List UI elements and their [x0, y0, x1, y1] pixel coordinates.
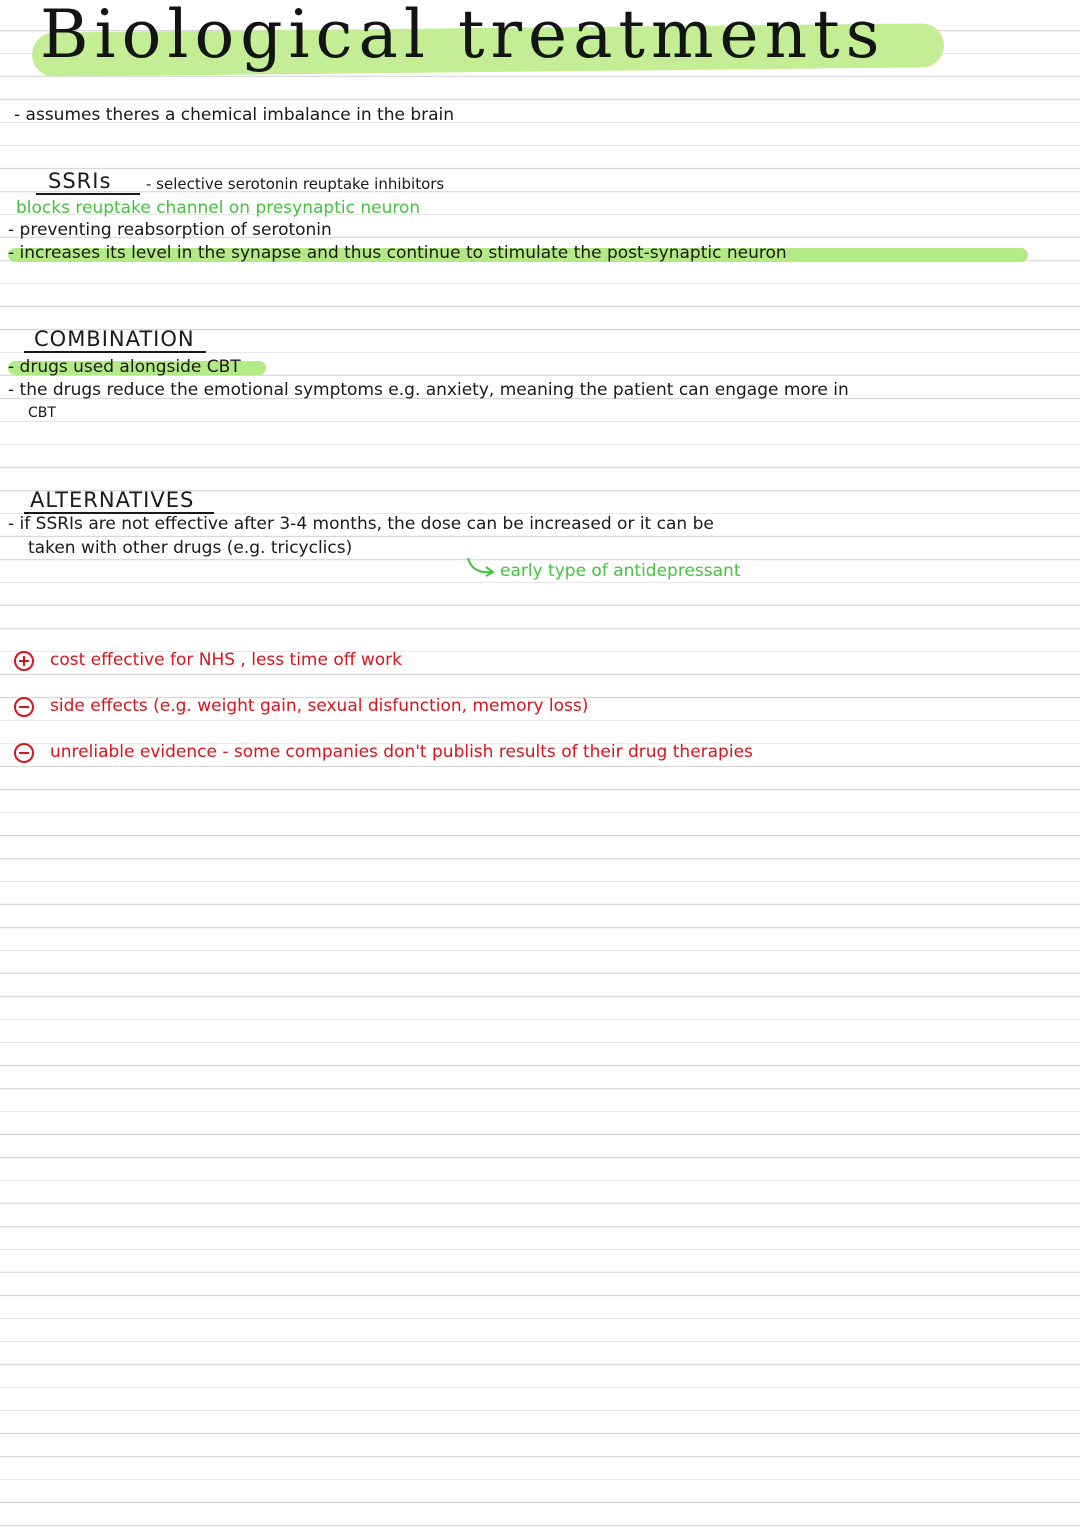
ssri-heading: SSRIs — [48, 169, 112, 193]
combination-heading-underline — [24, 351, 206, 353]
evaluation-point-3: unreliable evidence - some companies don't publish results of their drug therapies — [50, 742, 753, 762]
page-title: Biological treatments — [40, 0, 886, 73]
alternatives-heading: ALTERNATIVES — [30, 488, 195, 512]
minus-circle-icon — [14, 743, 34, 763]
ssri-definition: - selective serotonin reuptake inhibitors — [146, 175, 445, 193]
combination-point-1: - drugs used alongside CBT — [8, 357, 241, 377]
alternatives-point-1: - if SSRIs are not effective after 3-4 months, the dose can be increased or it can be — [8, 514, 714, 534]
intro-line: - assumes theres a chemical imbalance in the brain — [14, 105, 455, 125]
curved-arrow-icon — [466, 556, 496, 578]
ssri-note: blocks reuptake channel on presynaptic neuron — [16, 198, 421, 218]
alternatives-note: early type of antidepressant — [500, 561, 741, 581]
combination-heading: COMBINATION — [34, 327, 195, 351]
ssri-point-2: - increases its level in the synapse and thus continue to stimulate the post-synaptic neuron — [8, 243, 787, 263]
alternatives-point-2: taken with other drugs (e.g. tricyclics) — [28, 538, 353, 558]
evaluation-point-1: cost effective for NHS , less time off work — [50, 650, 403, 670]
minus-circle-icon — [14, 697, 34, 717]
combination-point-2: - the drugs reduce the emotional symptoms e.g. anxiety, meaning the patient can engage more in — [8, 380, 849, 400]
ssri-heading-underline — [36, 193, 140, 195]
evaluation-point-2: side effects (e.g. weight gain, sexual disfunction, memory loss) — [50, 696, 589, 716]
ssri-point-1: - preventing reabsorption of serotonin — [8, 220, 332, 240]
combination-point-3: CBT — [28, 405, 56, 421]
plus-circle-icon — [14, 651, 34, 671]
